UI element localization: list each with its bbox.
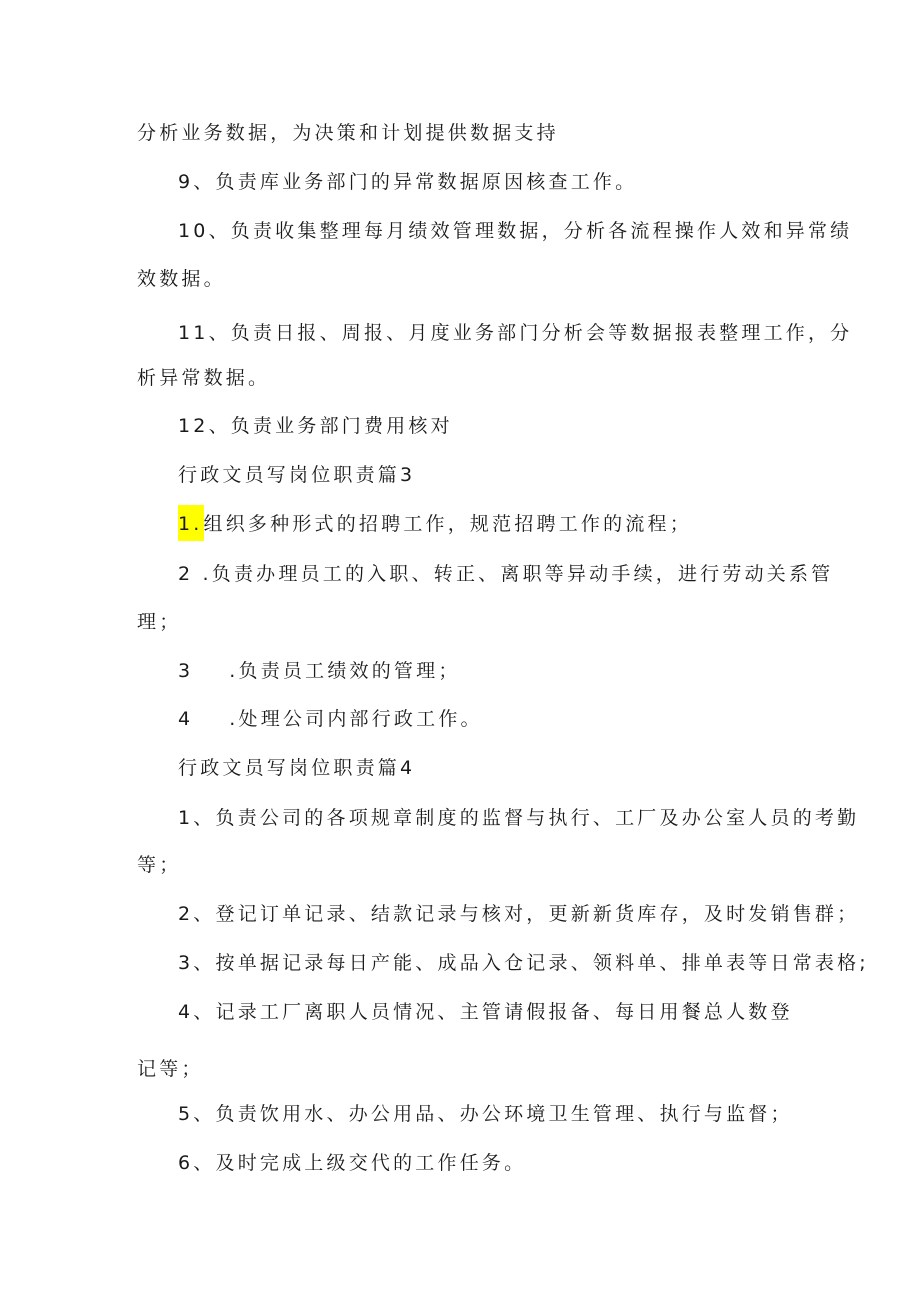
text-line: 12、负责业务部门费用核对 (178, 415, 453, 437)
list-item (178, 512, 692, 536)
text-line: 3、按单据记录每日产能、成品入仓记录、领料单、排单表等日常表格; (178, 952, 869, 974)
text-line: 5、负责饮用水、办公用品、办公环境卫生管理、执行与监督； (178, 1103, 793, 1125)
highlight-marker: 1. (178, 505, 204, 541)
text-line: 效数据。 (137, 268, 226, 290)
text-line: 等； (137, 854, 182, 876)
text-line: 记等； (137, 1058, 204, 1080)
text-line: 析异常数据。 (137, 367, 271, 389)
section-heading: 行政文员写岗位职责篇4 (178, 757, 416, 779)
section-heading: 行政文员写岗位职责篇3 (178, 464, 416, 486)
text-line: 分析业务数据，为决策和计划提供数据支持 (137, 122, 559, 144)
text-line: 理； (137, 611, 182, 633)
text-line: 11、负责日报、周报、月度业务部门分析会等数据报表整理工作，分 (178, 322, 853, 344)
list-item-text: .负责员工绩效的管理； (229, 660, 461, 682)
list-item (178, 659, 461, 683)
list-number: 3 (178, 660, 194, 682)
list-number: 4 (178, 708, 194, 730)
list-item-text: 组织多种形式的招聘工作，规范招聘工作的流程； (203, 513, 692, 535)
text-line: 2、登记订单记录、结款记录与核对，更新新货库存，及时发销售群； (178, 903, 860, 925)
text-line: 1、负责公司的各项规章制度的监督与执行、工厂及办公室人员的考勤 (178, 807, 860, 829)
list-item (178, 707, 483, 731)
text-line: 10、负责收集整理每月绩效管理数据，分析各流程操作人效和异常绩 (178, 220, 853, 242)
text-line: 6、及时完成上级交代的工作任务。 (178, 1152, 527, 1174)
text-line: 2 .负责办理员工的入职、转正、离职等异动手续，进行劳动关系管 (178, 563, 834, 585)
text-line: 4、记录工厂离职人员情况、主管请假报备、每日用餐总人数登 (178, 1001, 793, 1023)
list-item-text: .处理公司内部行政工作。 (229, 708, 483, 730)
text-line: 9、负责库业务部门的异常数据原因核查工作。 (178, 171, 638, 193)
